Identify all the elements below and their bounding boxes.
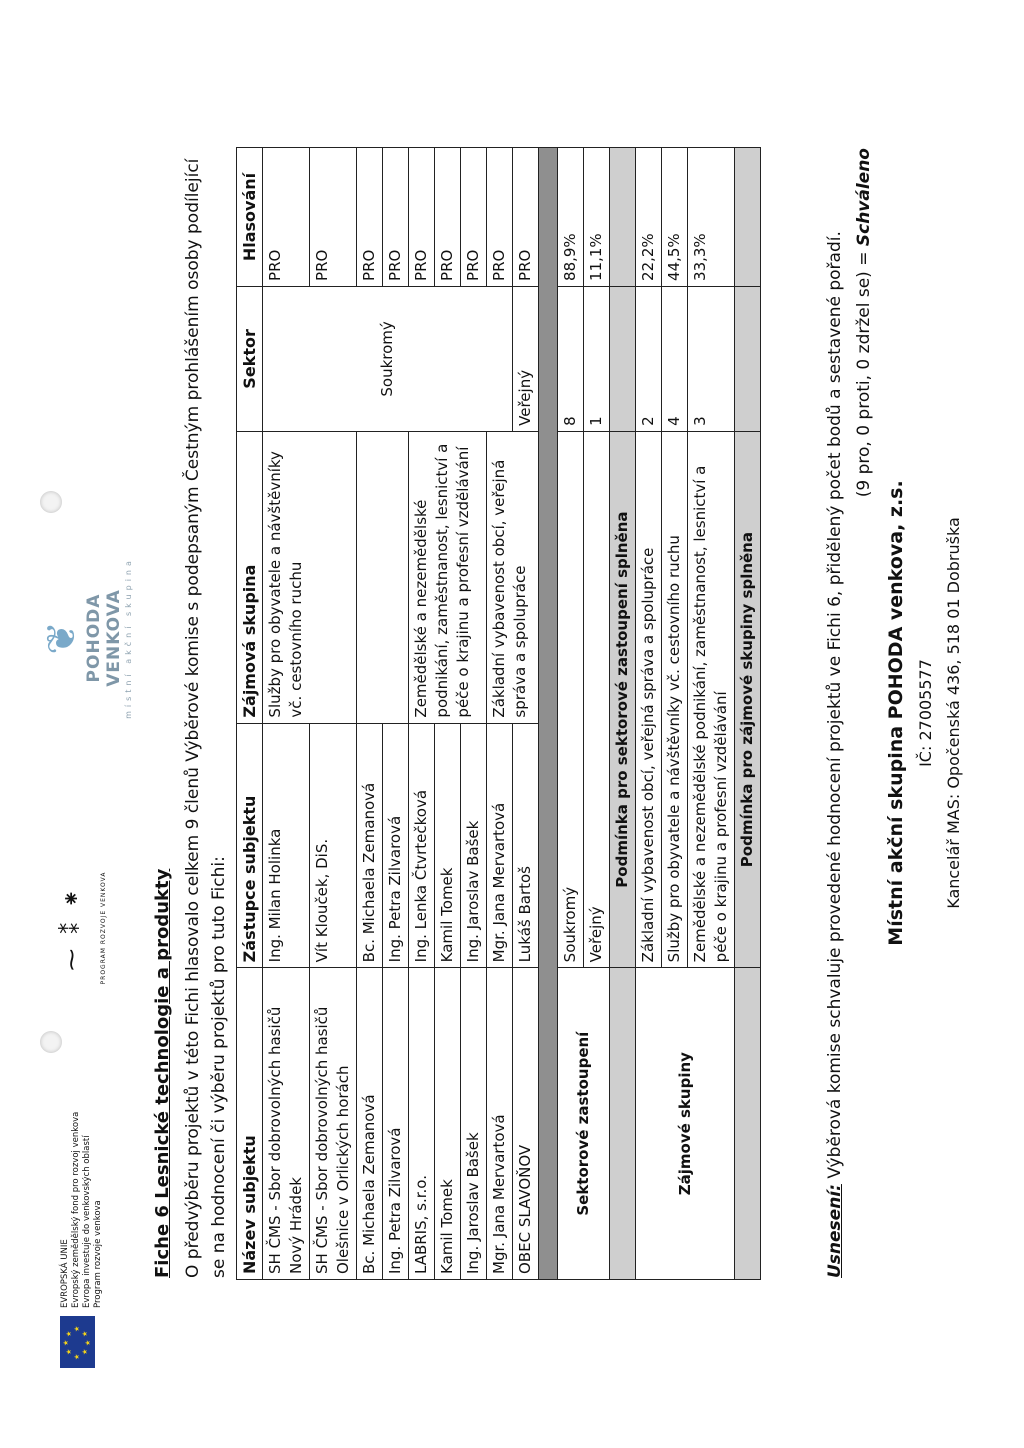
group-name: Zemědělské a nezemědělské podnikání, zaměstnanost, lesnictví a péče o krajinu a profesní vzdělávání [688, 431, 735, 967]
resolution-label: Usnesení: [825, 1184, 845, 1278]
shade-cell [610, 148, 636, 287]
cell-zastupce: Mgr. Jana Mervartová [487, 723, 513, 968]
group-pct: 22,2% [636, 148, 662, 287]
cell-zastupce: Ing. Jaroslav Bašek [461, 723, 487, 968]
vote-result: Schváleno [854, 148, 874, 247]
table-header-row [237, 148, 263, 1280]
prv-logo-caption: PROGRAM ROZVOJE VENKOVA [100, 871, 107, 985]
group-condition: Podmínka pro zájmové skupiny splněna [735, 431, 761, 967]
resolution-text: Výběrová komise schvaluje provedené hodnocení projektů ve Fichi 6, přidělený počet bodů a sestavené pořadí. [825, 231, 845, 1179]
footer-ic: IČ: 27005577 [916, 659, 935, 767]
cell-nazev: Ing. Jaroslav Bašek [461, 968, 487, 1280]
cell-nazev: OBEC SLAVOŇOV [513, 968, 539, 1280]
cell-nazev: SH ČMS - Sbor dobrovolných hasičů Nový Hrádek [263, 968, 310, 1280]
cell-zastupce: Ing. Milan Holinka [263, 723, 310, 968]
cell-nazev: Kamil Tomek [435, 968, 461, 1280]
butterfly-icon: ❦ [39, 621, 85, 655]
sector-count: 8 [558, 286, 584, 431]
cell-zastupce: Vít Klouček, DiS. [310, 723, 357, 968]
eu-line: Program rozvoje venkova [93, 1200, 103, 1308]
group-name: Základní vybavenost obcí, veřejná správa a spolupráce [636, 431, 662, 967]
group-condition-row [735, 148, 761, 1280]
cell-hlas: PRO [487, 148, 513, 287]
sector-name: Soukromý [558, 431, 584, 967]
cell-hlas: PRO [357, 148, 383, 287]
cell-nazev: Mgr. Jana Mervartová [487, 968, 513, 1280]
group-summary-label: Zájmové skupiny [636, 968, 735, 1280]
sector-row [558, 148, 584, 1280]
resolution [822, 148, 848, 1278]
shade-cell [735, 968, 761, 1280]
shade-cell [610, 286, 636, 431]
group-count: 4 [662, 286, 688, 431]
cell-hlas: PRO [461, 148, 487, 287]
voting-table [236, 147, 761, 1280]
cell-hlas: PRO [409, 148, 435, 287]
shade-cell [735, 286, 761, 431]
eu-line: EVROPSKÁ UNIE [60, 1239, 70, 1308]
sector-pct: 88,9% [558, 148, 584, 287]
sector-condition-row [610, 148, 636, 1280]
shade-cell [735, 148, 761, 287]
sector-summary-label: Sektorové zastoupení [558, 968, 610, 1280]
group-name: Služby pro obyvatele a návštěvníky vč. cestovního ruchu [662, 431, 688, 967]
cell-zastupce: Ing. Petra Zilvarová [383, 723, 409, 968]
header-hlasovani: Hlasování [237, 148, 263, 287]
separator-row [539, 148, 558, 1280]
fiche-title: Fiche 6 Lesnické technologie a produkty [152, 868, 173, 1278]
group-row [636, 148, 662, 1280]
cell-group-zakladni: Základní vybavenost obcí, veřejná správa a spolupráce [487, 431, 539, 723]
cell-nazev: SH ČMS - Sbor dobrovolných hasičů Olešnice v Orlických horách [310, 968, 357, 1280]
cell-hlas: PRO [310, 148, 357, 287]
cell-nazev: LABRIS, s.r.o. [409, 968, 435, 1280]
cell-zastupce: Bc. Michaela Zemanová [357, 723, 383, 968]
cell-sector-verejny: Veřejný [513, 286, 539, 431]
cell-zastupce: Lukáš Bartoš [513, 723, 539, 968]
punch-hole [40, 491, 62, 513]
cell-hlas: PRO [383, 148, 409, 287]
cell-nazev: Bc. Michaela Zemanová [357, 968, 383, 1280]
sector-pct: 11,1% [584, 148, 610, 287]
eu-line: Evropa investuje do venkovských oblastí [82, 1135, 92, 1308]
header-sektor: Sektor [237, 286, 263, 431]
header-zastupce: Zástupce subjektu [237, 723, 263, 968]
vote-text: (9 pro, 0 proti, 0 zdržel se) = [854, 251, 874, 498]
eu-text-block [60, 1112, 104, 1308]
eu-flag-logo: ★ ★ ★ ★ ★ ★ ★ ★ [60, 1316, 95, 1368]
mas-logo-name: POHODA VENKOVA [84, 589, 124, 687]
shade-cell [610, 968, 636, 1280]
footer-address: Kancelář MAS: Opočenská 436, 518 01 Dobruška [944, 517, 963, 909]
group-count: 2 [636, 286, 662, 431]
group-count: 3 [688, 286, 735, 431]
sector-condition: Podmínka pro sektorové zastoupení splněna [610, 431, 636, 967]
footer-org: Místní akční skupina POHODA venkova, z.s. [885, 480, 907, 946]
sector-name: Veřejný [584, 431, 610, 967]
cell-zastupce: Ing. Lenka Čtvrtečková [409, 723, 435, 968]
cell-zastupce: Kamil Tomek [435, 723, 461, 968]
header-nazev: Název subjektu [237, 968, 263, 1280]
header-zajmova-skupina: Zájmová skupina [237, 431, 263, 723]
prv-logo-marks-icon: ⁓ ⁑ ⁕ [60, 885, 85, 971]
intro-text: O předvýběru projektů v této Fichi hlasovalo celkem 9 členů Výběrové komise s podepsaným Čestným prohlášením osoby podílející se na hodnocení či výběru projektů pro tuto Fichi: [183, 158, 229, 1278]
table-row [263, 148, 310, 1280]
group-pct: 33,3% [688, 148, 735, 287]
punch-hole [40, 1031, 62, 1053]
group-pct: 44,5% [662, 148, 688, 287]
mas-logo-sub: místní akční skupina [124, 557, 133, 719]
cell-sector-soukromy: Soukromý [263, 286, 513, 431]
cell-nazev: Ing. Petra Zilvarová [383, 968, 409, 1280]
cell-group-empty [357, 431, 409, 723]
cell-hlas: PRO [513, 148, 539, 287]
cell-hlas: PRO [435, 148, 461, 287]
mas-logo [39, 548, 133, 728]
resolution-vote [854, 148, 874, 1278]
prv-logo [60, 868, 108, 988]
cell-hlas: PRO [263, 148, 310, 287]
eu-line: Evropský zemědělský fond pro rozvoj venkova [71, 1111, 81, 1308]
cell-group-zemedelske: Zemědělské a nezemědělské podnikání, zaměstnanost, lesnictví a péče o krajinu a profesní vzdělávání [409, 431, 487, 723]
cell-group-sluzby: Služby pro obyvatele a návštěvníky vč. cestovního ruchu [263, 431, 357, 723]
sector-count: 1 [584, 286, 610, 431]
